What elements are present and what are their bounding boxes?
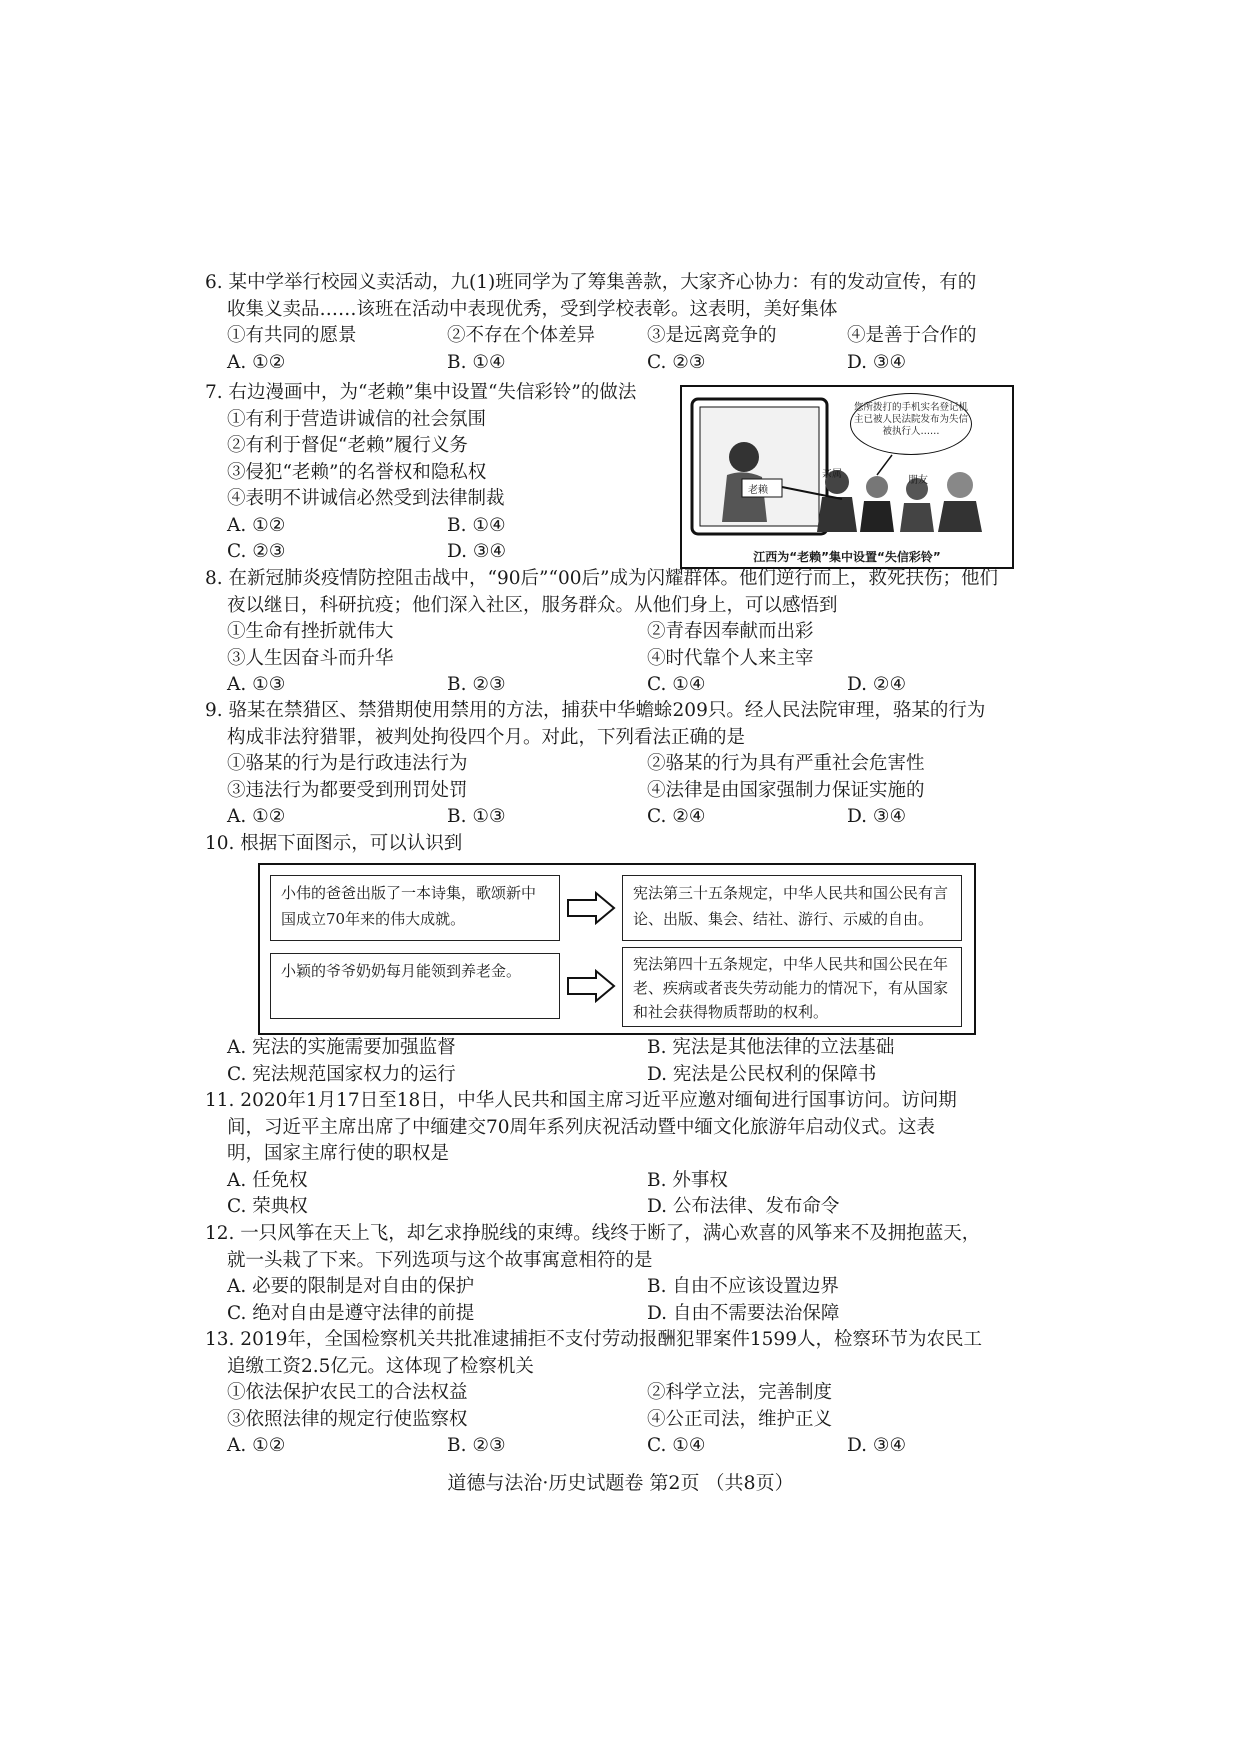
question-7-answers-row1 — [205, 513, 665, 540]
question-12 — [205, 1221, 1025, 1327]
diagram-box-example-2: 小颖的爷爷奶奶每月能领到养老金。 — [270, 953, 560, 1019]
answer-b: B. ①④ — [447, 514, 506, 536]
question-11-stem-line1: 11. 2020年1月17日至18日，中华人民共和国主席习近平应邀对缅甸进行国事访问。访问期 — [205, 1090, 957, 1111]
diagram-box-article-45: 宪法第四十五条规定，中华人民共和国公民在年老、疾病或者丧失劳动能力的情况下，有从国家和社会获得物质帮助的权利。 — [622, 947, 962, 1027]
question-11 — [205, 1088, 1025, 1221]
answer-a: A. ①② — [227, 1435, 286, 1456]
answer-c: C. ②④ — [647, 806, 706, 827]
option-3: ③是远离竞争的 — [647, 325, 777, 346]
question-6 — [205, 270, 1025, 376]
speech-bubble: 您所拨打的手机实名登记机主已被人民法院发布为失信被执行人…… — [850, 393, 972, 455]
question-9 — [205, 698, 1025, 831]
option-2: ②科学立法，完善制度 — [647, 1382, 833, 1403]
question-10-answers — [205, 1035, 1025, 1088]
answer-c: C. ②③ — [647, 351, 706, 373]
question-8-answers — [205, 672, 1025, 699]
option-4: ④法律是由国家强制力保证实施的 — [647, 779, 925, 801]
arrow-right-icon — [566, 969, 616, 1003]
answer-a: A. 必要的限制是对自由的保护 — [227, 1276, 475, 1297]
option-2: ②不存在个体差异 — [447, 325, 596, 346]
option-4: ④公正司法，维护正义 — [647, 1408, 833, 1430]
question-13-stem-line1: 13. 2019年，全国检察机关共批准逮捕拒不支付劳动报酬犯罪案件1599人，检察环节为农民工 — [205, 1329, 982, 1350]
diagram-box-example-1: 小伟的爸爸出版了一本诗集，歌颂新中国成立70年来的伟大成就。 — [270, 875, 560, 941]
answer-b: B. 外事权 — [647, 1169, 728, 1191]
question-7-stem: 7. 右边漫画中，为“老赖”集中设置“失信彩铃”的做法 — [205, 382, 637, 403]
answer-a: A. ①③ — [227, 674, 286, 695]
question-6-stem-line1: 6. 某中学举行校园义卖活动，九(1)班同学为了筹集善款，大家齐心协力：有的发动宣传，有的 — [205, 272, 977, 293]
question-13-answers — [205, 1433, 1025, 1460]
answer-d: D. ③④ — [847, 351, 907, 373]
option-3: ③侵犯“老赖”的名誉权和隐私权 — [227, 461, 487, 483]
question-12-answers-row2 — [205, 1301, 1025, 1328]
answer-a: A. 宪法的实施需要加强监督 — [227, 1037, 456, 1058]
answer-d: D. ③④ — [847, 806, 907, 827]
answer-c: C. 绝对自由是遵守法律的前提 — [227, 1302, 475, 1324]
question-11-stem-line3: 明，国家主席行使的职权是 — [227, 1143, 450, 1164]
answer-b: B. ①③ — [447, 806, 506, 827]
answer-c: C. 宪法规范国家权力的运行 — [227, 1063, 456, 1085]
answer-d: D. 自由不需要法治保障 — [647, 1302, 840, 1324]
question-8 — [205, 566, 1025, 699]
question-8-options-row2 — [205, 646, 1025, 673]
answer-a: A. ①② — [227, 351, 286, 373]
option-2: ②青春因奉献而出彩 — [647, 621, 814, 642]
option-3: ③违法行为都要受到刑罚处罚 — [227, 779, 468, 801]
answer-d: D. 公布法律、发布命令 — [647, 1196, 840, 1217]
arrow-right-icon — [566, 891, 616, 925]
page-footer: 道德与法治·历史试题卷 第2页 （共8页） — [447, 1472, 794, 1494]
diagram-box-article-35: 宪法第三十五条规定，中华人民共和国公民有言论、出版、集会、结社、游行、示威的自由。 — [622, 875, 962, 941]
question-8-stem-line1: 8. 在新冠肺炎疫情防控阻击战中，“90后”“00后”成为闪耀群体。他们逆行而上，救死扶伤；他们 — [205, 568, 998, 589]
question-10-answers-row1 — [205, 1035, 1025, 1062]
option-4: ④是善于合作的 — [847, 325, 977, 346]
label-friends: 朋友 — [908, 475, 928, 486]
option-3: ③人生因奋斗而升华 — [227, 647, 394, 669]
answer-a: A. ①② — [227, 514, 286, 536]
question-9-answers — [205, 804, 1025, 831]
question-11-answers-row2 — [205, 1194, 1025, 1221]
question-10 — [205, 831, 1025, 858]
question-10-stem: 10. 根据下面图示，可以认识到 — [205, 833, 463, 854]
answer-b: B. 自由不应该设置边界 — [647, 1276, 839, 1297]
option-1: ①有利于营造讲诚信的社会氛围 — [227, 408, 487, 430]
option-1: ①有共同的愿景 — [227, 325, 357, 346]
question-8-options-row1 — [205, 619, 1025, 646]
answer-b: B. ②③ — [447, 1435, 506, 1456]
question-7 — [205, 380, 665, 566]
question-6-options — [205, 323, 1025, 350]
question-9-options-row2 — [205, 778, 1025, 805]
answer-b: B. ①④ — [447, 351, 506, 373]
option-4: ④时代靠个人来主宰 — [647, 647, 814, 669]
answer-c: C. ①④ — [647, 1435, 706, 1456]
answer-c: C. 荣典权 — [227, 1196, 308, 1217]
answer-d: D. ③④ — [447, 541, 507, 562]
cartoon-caption: 江西为“老赖”集中设置“失信彩铃” — [753, 550, 941, 564]
question-12-stem-line2: 就一头栽了下来。下列选项与这个故事寓意相符的是 — [227, 1249, 653, 1271]
question-13-stem-line2: 追缴工资2.5亿元。这体现了检察机关 — [227, 1355, 534, 1377]
question-13-options-row1 — [205, 1380, 1025, 1407]
answer-d: D. 宪法是公民权利的保障书 — [647, 1063, 877, 1085]
constitution-diagram — [258, 863, 976, 1035]
question-6-stem-line2: 收集义卖品……该班在活动中表现优秀，受到学校表彰。这表明，美好集体 — [227, 298, 838, 320]
option-3: ③依照法律的规定行使监察权 — [227, 1408, 468, 1430]
answer-d: D. ③④ — [847, 1435, 907, 1456]
question-13-options-row2 — [205, 1407, 1025, 1434]
answer-c: C. ②③ — [227, 541, 286, 562]
question-9-options-row1 — [205, 751, 1025, 778]
option-4: ④表明不讲诚信必然受到法律制裁 — [227, 488, 505, 509]
question-13 — [205, 1327, 1025, 1460]
option-2: ②骆某的行为具有严重社会危害性 — [647, 753, 925, 774]
answer-d: D. ②④ — [847, 674, 907, 695]
question-11-stem-line2: 间，习近平主席出席了中缅建交70周年系列庆祝活动暨中缅文化旅游年启动仪式。这表 — [227, 1116, 936, 1138]
question-6-answers — [205, 350, 1025, 377]
label-laolai: 老赖 — [748, 485, 768, 496]
answer-b: B. ②③ — [447, 674, 506, 695]
question-9-stem-line1: 9. 骆某在禁猎区、禁猎期使用禁用的方法，捕获中华蟾蜍209只。经人民法院审理，骆某的行为 — [205, 700, 986, 721]
label-relatives: 亲属 — [822, 469, 842, 480]
question-12-stem-line1: 12. 一只风筝在天上飞，却乞求挣脱线的束缚。线终于断了，满心欢喜的风筝来不及拥抱蓝天， — [205, 1223, 981, 1244]
question-8-stem-line2: 夜以继日，科研抗疫；他们深入社区，服务群众。从他们身上，可以感悟到 — [227, 594, 838, 616]
cartoon-illustration — [680, 385, 1014, 569]
answer-a: A. ①② — [227, 806, 286, 827]
question-9-stem-line2: 构成非法狩猎罪，被判处拘役四个月。对此，下列看法正确的是 — [227, 726, 746, 748]
option-2: ②有利于督促“老赖”履行义务 — [227, 435, 468, 456]
answer-b: B. 宪法是其他法律的立法基础 — [647, 1037, 895, 1058]
option-1: ①依法保护农民工的合法权益 — [227, 1382, 468, 1403]
question-7-answers-row2 — [205, 539, 665, 566]
question-11-answers-row1 — [205, 1168, 1025, 1195]
answer-a: A. 任免权 — [227, 1169, 308, 1191]
question-12-answers-row1 — [205, 1274, 1025, 1301]
option-1: ①生命有挫折就伟大 — [227, 621, 394, 642]
option-1: ①骆某的行为是行政违法行为 — [227, 753, 468, 774]
question-10-answers-row2 — [205, 1062, 1025, 1089]
answer-c: C. ①④ — [647, 674, 706, 695]
